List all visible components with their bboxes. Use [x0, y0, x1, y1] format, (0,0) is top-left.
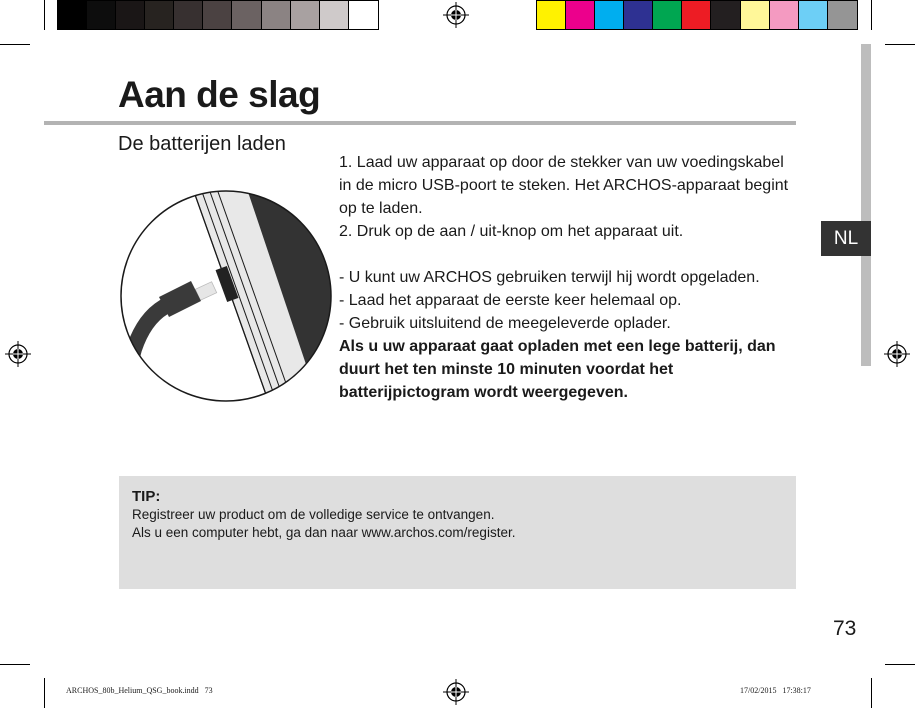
color-swatch [595, 1, 624, 29]
color-swatch [624, 1, 653, 29]
page-number: 73 [833, 617, 857, 640]
crop-mark [0, 44, 30, 45]
note-1: - U kunt uw ARCHOS gebruiken terwijl hij wordt opgeladen. [339, 269, 760, 286]
note-3: - Gebruik uitsluitend de meegeleverde oplader. [339, 315, 671, 332]
crop-mark [885, 44, 915, 45]
tip-label: TIP: [132, 488, 161, 505]
color-swatch [682, 1, 711, 29]
instructions [339, 151, 799, 404]
slug-date: 17/02/2015 17:38:17 [740, 686, 811, 695]
color-swatch [349, 1, 378, 29]
color-swatch [799, 1, 828, 29]
color-swatch [145, 1, 174, 29]
page-title: Aan de slag [118, 74, 321, 115]
process-color-bar [536, 0, 858, 30]
color-swatch [741, 1, 770, 29]
side-bar [861, 44, 871, 366]
charging-illustration [119, 189, 333, 403]
section-title: De batterijen laden [118, 133, 286, 155]
crop-mark [871, 678, 872, 708]
color-swatch [174, 1, 203, 29]
color-swatch [291, 1, 320, 29]
registration-mark-right [884, 341, 910, 367]
slug-filename: ARCHOS_80b_Helium_QSG_book.indd 73 [66, 686, 213, 695]
tip-line-1: Registreer uw product om de volledige service te ontvangen. [132, 507, 495, 522]
title-rule [44, 121, 796, 125]
color-swatch [262, 1, 291, 29]
crop-mark [0, 664, 30, 665]
color-swatch [58, 1, 87, 29]
crop-mark [885, 664, 915, 665]
tip-line-2: Als u een computer hebt, ga dan naar www.archos.com/register. [132, 525, 516, 540]
grayscale-color-bar [57, 0, 379, 30]
color-swatch [320, 1, 349, 29]
step-1: 1. Laad uw apparaat op door de stekker van uw voedingskabel in de micro USB-poort te steken. Het ARCHOS-apparaat begint op te laden. [339, 154, 789, 217]
registration-mark-left [5, 341, 31, 367]
color-swatch [711, 1, 740, 29]
tip-box [119, 476, 796, 589]
color-swatch [566, 1, 595, 29]
color-swatch [203, 1, 232, 29]
warning-text: Als u uw apparaat gaat opladen met een lege batterij, dan duurt het ten minste 10 minuten voordat het batterijpictogram wordt weergegeven. [339, 338, 776, 401]
crop-mark [44, 678, 45, 708]
color-swatch [537, 1, 566, 29]
color-swatch [828, 1, 857, 29]
color-swatch [770, 1, 799, 29]
color-swatch [232, 1, 261, 29]
color-swatch [116, 1, 145, 29]
registration-mark-bottom [443, 679, 469, 705]
color-swatch [653, 1, 682, 29]
color-swatch [87, 1, 116, 29]
crop-mark [44, 0, 45, 30]
crop-mark [871, 0, 872, 30]
registration-mark-top [443, 2, 469, 28]
note-2: - Laad het apparaat de eerste keer helemaal op. [339, 292, 682, 309]
step-2: 2. Druk op de aan / uit-knop om het apparaat uit. [339, 223, 684, 240]
language-tab: NL [821, 221, 871, 256]
